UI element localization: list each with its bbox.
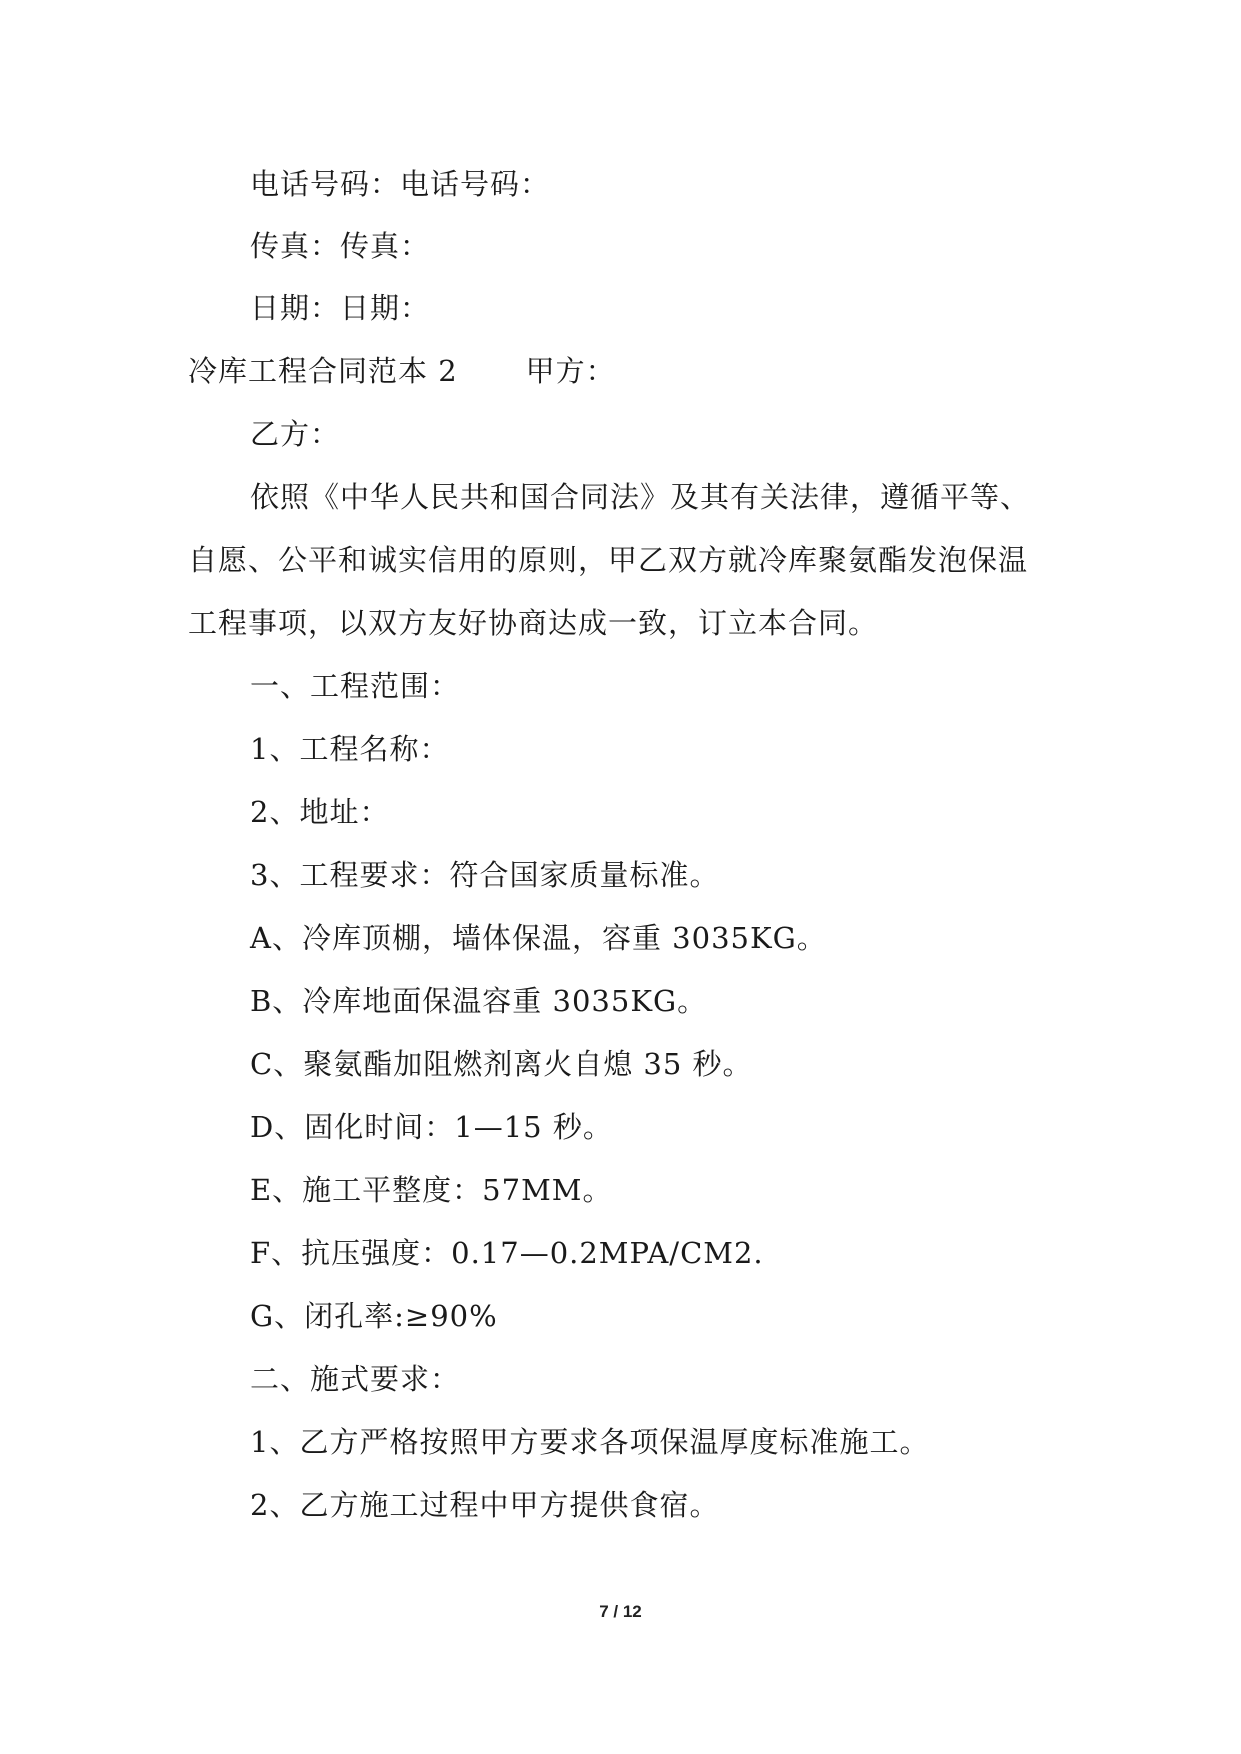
preamble-line-1: 依照《中华人民共和国合同法》及其有关法律，遵循平等、 [250,480,1031,514]
item-address: 2、地址： [250,795,390,829]
requirement-d: D、固化时间：1—15 秒。 [250,1110,613,1144]
contract-title: 冷库工程合同范本 2 [188,354,458,388]
section-heading-scope: 一、工程范围： [250,669,461,703]
requirement-b: B、冷库地面保温容重 3035KG。 [250,984,708,1018]
construction-item-1: 1、乙方严格按照甲方要求各项保温厚度标准施工。 [250,1425,930,1459]
requirement-g: G、闭孔率:≥90% [250,1299,498,1333]
section-heading-construction: 二、施式要求： [250,1362,461,1396]
phone-line: 电话号码：电话号码： [250,167,551,201]
preamble-line-3: 工程事项，以双方友好协商达成一致，订立本合同。 [188,606,879,640]
party-b-label: 乙方： [250,417,341,451]
party-a-label: 甲方： [525,354,616,388]
item-project-name: 1、工程名称： [250,732,450,766]
requirement-a: A、冷库顶棚，墙体保温，容重 3035KG。 [250,921,827,955]
item-requirements: 3、工程要求：符合国家质量标准。 [250,858,720,892]
date-line: 日期：日期： [250,291,431,325]
requirement-c: C、聚氨酯加阻燃剂离火自熄 35 秒。 [250,1047,753,1081]
contract-title-line [188,353,616,389]
requirement-f: F、抗压强度：0.17—0.2MPA/CM2. [250,1236,764,1270]
requirement-e: E、施工平整度：57MM。 [250,1173,613,1207]
preamble-line-2: 自愿、公平和诚实信用的原则，甲乙双方就冷库聚氨酯发泡保温 [188,543,1029,577]
construction-item-2: 2、乙方施工过程中甲方提供食宿。 [250,1488,720,1522]
page-number: 7 / 12 [599,1602,642,1621]
fax-line: 传真：传真： [250,229,431,263]
